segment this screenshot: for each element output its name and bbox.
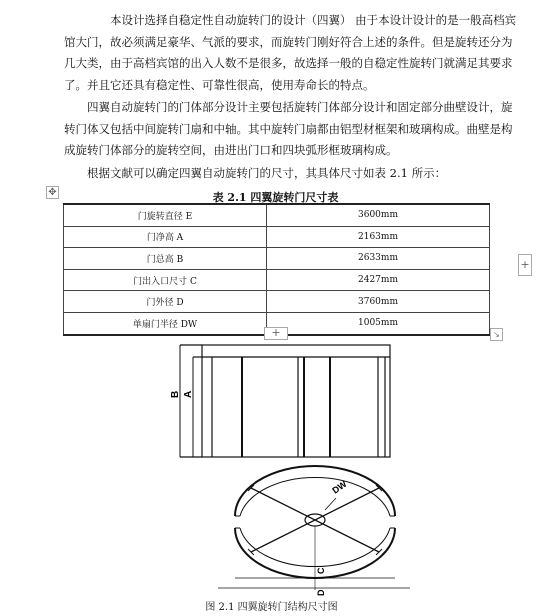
- dimension-value-cell[interactable]: 2163mm: [267, 226, 490, 248]
- dimension-name-cell[interactable]: 门总高 B: [64, 248, 267, 270]
- table-row: [64, 226, 490, 248]
- table-row: [64, 291, 490, 313]
- dimension-value-cell[interactable]: 3760mm: [267, 291, 490, 313]
- dimension-value-cell[interactable]: 2427mm: [267, 269, 490, 291]
- dimension-table[interactable]: [63, 203, 490, 336]
- label-c: C: [316, 567, 326, 574]
- figure-caption: 图 2.1 四翼旋转门结构尺寸图: [205, 602, 338, 613]
- elevation-outline: [202, 345, 390, 457]
- table-row: [64, 269, 490, 291]
- label-a: A: [183, 390, 194, 398]
- paragraph-3: 根据文献可以确定四翼自动旋转门的尺寸，其具体尺寸如表 2.1 所示：: [87, 166, 447, 180]
- table-row: [64, 204, 490, 226]
- table-move-handle-icon[interactable]: ✥: [46, 186, 59, 199]
- dimension-name-cell[interactable]: 门净高 A: [64, 226, 267, 248]
- label-d: D: [316, 589, 326, 596]
- door-structure-figure: [160, 338, 410, 598]
- table-row: [64, 248, 490, 270]
- label-dw: DW: [330, 478, 349, 496]
- add-row-button[interactable]: +: [264, 327, 288, 340]
- dimension-name-cell[interactable]: 单扇门半径 DW: [64, 312, 267, 334]
- add-column-button[interactable]: +: [518, 254, 532, 276]
- paragraph-2: 四翼自动旋转门的门体部分设计主要包括旋转门体部分设计和固定部分曲壁设计，旋转门体又包括中间旋转门扇和中轴。其中旋转门扇都由铝型材框架和玻璃构成。曲壁是构成旋转门体部分的旋转空间，由进出门口和四块弧形框玻璃构成。: [64, 100, 513, 157]
- table-caption: 表 2.1 四翼旋转门尺寸表: [212, 191, 339, 204]
- dimension-name-cell[interactable]: 门出入口尺寸 C: [64, 269, 267, 291]
- dimension-name-cell[interactable]: 门外径 D: [64, 291, 267, 313]
- dimension-value-cell[interactable]: 1005mm: [267, 312, 490, 334]
- paragraph-1: 本设计选择自稳定性自动旋转门的设计（四翼） 由于本设计设计的是一般高档宾馆大门，故必须满足豪华、气派的要求，而旋转门刚好符合上述的条件。但是旋转还分为几大类，由于高档宾馆的出入人数不是很多，故选择一般的自稳定性旋转门就满足其要求了。并且它还具有稳定性、可靠性很高，使用寿命长的特点。: [64, 13, 517, 92]
- dimension-value-cell[interactable]: 3600mm: [267, 204, 490, 226]
- dimension-value-cell[interactable]: 2633mm: [267, 248, 490, 270]
- dimension-name-cell[interactable]: 门旋转直径 E: [64, 204, 267, 226]
- label-b: B: [170, 390, 181, 398]
- table-resize-handle-icon[interactable]: ↘: [490, 328, 503, 341]
